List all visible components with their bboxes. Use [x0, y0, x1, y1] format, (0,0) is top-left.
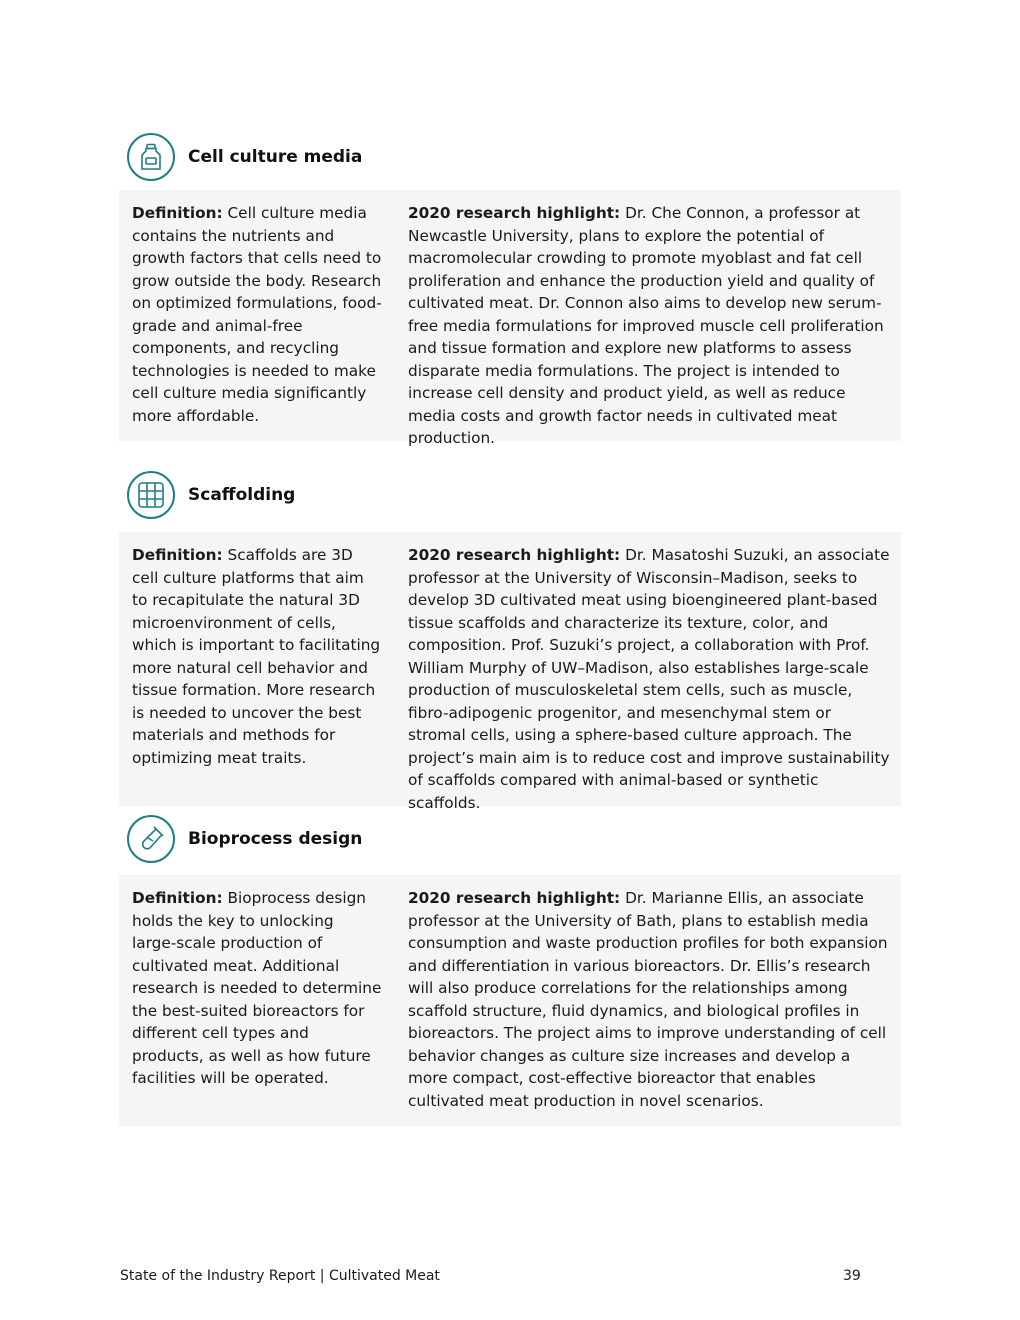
definition-text	[132, 887, 382, 1090]
definition-body: Bioprocess design holds the key to unlocking large-scale production of cultivated meat. Additional research is needed to determine the best-suited bioreactors for different cell types and products, as well as how future facilities will be operated.	[132, 889, 382, 1087]
section-title: Cell culture media	[188, 147, 363, 167]
definition-label: Definition:	[132, 889, 223, 907]
definition-body: Scaffolds are 3D cell culture platforms that aim to recapitulate the natural 3D microenvironment of cells, which is important to facilitating more natural cell behavior and tissue formation. More research is needed to uncover the best materials and methods for optimizing meat traits.	[132, 546, 381, 767]
highlight-body: Dr. Che Connon, a professor at Newcastle University, plans to explore the potential of macromolecular crowding to promote myoblast and fat cell proliferation and enhance the production yield and quality of cultivated meat. Dr. Connon also aims to develop new serum-free media formulations for improved muscle cell proliferation and tissue formation and explore new platforms to assess disparate media formulations. The project is intended to increase cell density and product yield, as well as reduce media costs and growth factor needs in cultivated meat production.	[408, 204, 884, 447]
section-title: Scaffolding	[188, 485, 296, 505]
highlight-label: 2020 research highlight:	[408, 546, 621, 564]
section-header-scaffolding	[127, 469, 295, 521]
section-title: Bioprocess design	[188, 829, 363, 849]
definition-label: Definition:	[132, 204, 223, 222]
section-box-bioprocess-design	[119, 875, 901, 1126]
footer-report-title: State of the Industry Report | Cultivated Meat	[120, 1268, 440, 1284]
highlight-label: 2020 research highlight:	[408, 204, 621, 222]
definition-label: Definition:	[132, 546, 223, 564]
highlight-body: Dr. Masatoshi Suzuki, an associate professor at the University of Wisconsin–Madison, seeks to develop 3D cultivated meat using bioengineered plant-based tissue scaffolds and characterize its texture, color, and composition. Prof. Suzuki’s project, a collaboration with Prof. William Murphy of UW–Madison, also establishes large-scale production of musculoskeletal stem cells, such as muscle, fibro-adipogenic progenitor, and mesenchymal stem or stromal cells, using a sphere-based culture approach. The project’s main aim is to reduce cost and improve sustainability of scaffolds compared with animal-based or synthetic scaffolds.	[408, 546, 890, 812]
definition-body: Cell culture media contains the nutrients and growth factors that cells need to grow outside the body. Research on optimized formulations, food-grade and animal-free components, and recycling technologies is needed to make cell culture media significantly more affordable.	[132, 204, 382, 425]
definition-text	[132, 202, 382, 427]
highlight-text	[408, 202, 890, 450]
highlight-text	[408, 887, 890, 1112]
highlight-label: 2020 research highlight:	[408, 889, 621, 907]
footer-page-number: 39	[843, 1268, 861, 1284]
highlight-body: Dr. Marianne Ellis, an associate professor at the University of Bath, plans to establish media consumption and waste production profiles for both expansion and differentiation in various bioreactors. Dr. Ellis’s research will also produce correlations for the relationships among scaffold structure, fluid dynamics, and biological profiles in bioreactors. The project aims to improve understanding of cell behavior changes as culture size increases and develop a more compact, cost-effective bioreactor that enables cultivated meat production in novel scenarios.	[408, 889, 888, 1110]
section-header-bioprocess-design	[127, 813, 362, 865]
test-tube-icon	[127, 815, 175, 863]
section-box-scaffolding	[119, 532, 901, 812]
media-bottle-icon	[127, 133, 175, 181]
section-header-cell-culture-media	[127, 131, 362, 183]
scaffold-grid-icon	[127, 471, 175, 519]
section-box-cell-culture-media	[119, 190, 901, 447]
definition-text	[132, 544, 382, 769]
highlight-text	[408, 544, 890, 814]
